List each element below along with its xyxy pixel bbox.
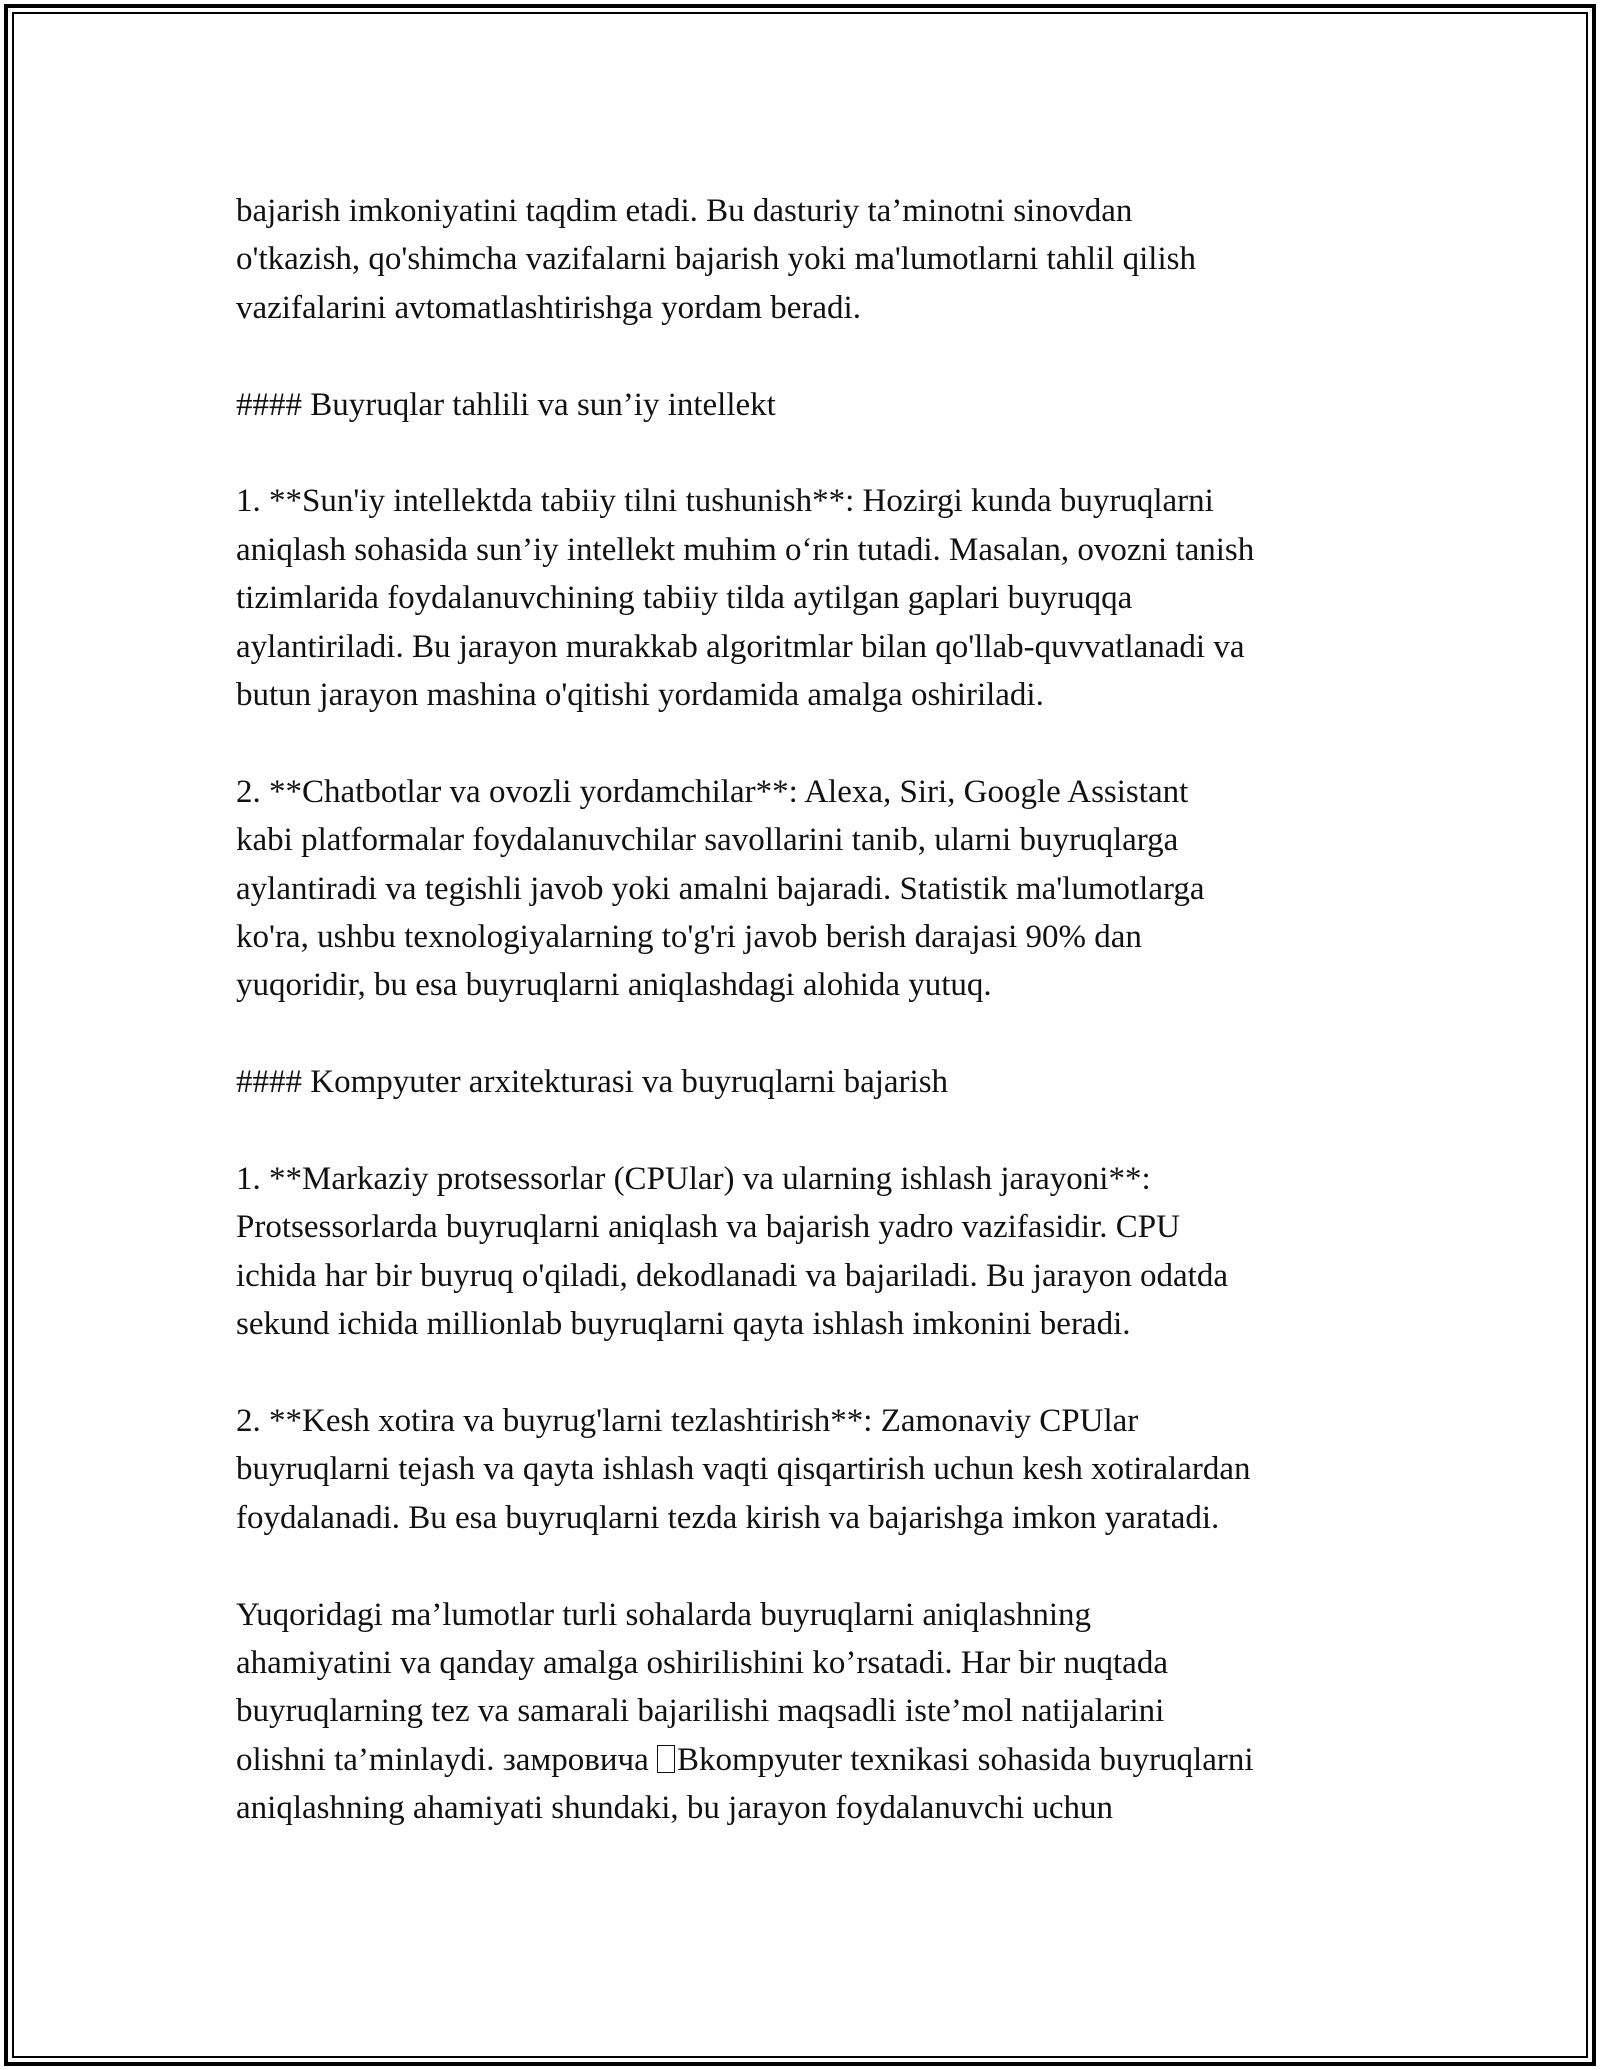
text-line: aniqlashning ahamiyati shundaki, bu jarayon foydalanuvchi uchun bbox=[236, 1790, 1114, 1827]
text-line: aniqlash sohasida sun’iy intellekt muhim o‘rin tutadi. Masalan, ovozni tanish bbox=[236, 531, 1255, 568]
text-line: o'tkazish, qo'shimcha vazifalarni bajarish yoki ma'lumotlarni tahlil qilish bbox=[236, 241, 1196, 278]
text-line: kabi platformalar foydalanuvchilar savollarini tanib, ularni buyruqlarga bbox=[236, 822, 1179, 859]
section-heading: #### Kompyuter arxitekturasi va buyruqlarni bajarish bbox=[236, 1064, 949, 1101]
text-segment: olishni ta’minlaydi. замровича bbox=[236, 1741, 658, 1778]
section-heading: #### Buyruqlar tahlili va sun’iy intellekt bbox=[236, 386, 776, 423]
text-line: buyruqlarni tejash va qayta ishlash vaqti qisqartirish uchun kesh xotiralardan bbox=[236, 1451, 1251, 1488]
text-line: vazifalarini avtomatlashtirishga yordam beradi. bbox=[236, 289, 861, 326]
paragraph-cpu bbox=[236, 1155, 1386, 1349]
missing-glyph-box-icon bbox=[657, 1745, 675, 1773]
text-line: yuqoridir, bu esa buyruqlarni aniqlashdagi alohida yutuq. bbox=[236, 967, 992, 1004]
text-line: Protsessorlarda buyruqlarni aniqlash va bajarish yadro vazifasidir. CPU bbox=[236, 1209, 1180, 1246]
text-line: sekund ichida millionlab buyruqlarni qayta ishlash imkonini beradi. bbox=[236, 1306, 1131, 1343]
paragraph-cache bbox=[236, 1397, 1386, 1542]
heading-computer-architecture bbox=[236, 1058, 1386, 1106]
paragraph-nlu bbox=[236, 477, 1386, 719]
text-line: aylantiriladi. Bu jarayon murakkab algoritmlar bilan qo'llab-quvvatlanadi va bbox=[236, 628, 1245, 665]
text-line-mixed bbox=[236, 1736, 1386, 1784]
paragraph-conclusion bbox=[236, 1591, 1386, 1833]
paragraph-intro bbox=[236, 187, 1386, 332]
text-line: butun jarayon mashina o'qitishi yordamida amalga oshiriladi. bbox=[236, 677, 1044, 714]
text-line: foydalanadi. Bu esa buyruqlarni tezda kirish va bajarishga imkon yaratadi. bbox=[236, 1499, 1220, 1536]
text-line: 2. **Chatbotlar va ovozli yordamchilar**: Alexa, Siri, Google Assistant bbox=[236, 773, 1189, 810]
text-line: Yuqoridagi ma’lumotlar turli sohalarda buyruqlarni aniqlashning bbox=[236, 1596, 1092, 1633]
text-line: ichida har bir buyruq o'qiladi, dekodlanadi va bajariladi. Bu jarayon odatda bbox=[236, 1257, 1228, 1294]
text-line: bajarish imkoniyatini taqdim etadi. Bu dasturiy ta’minotni sinovdan bbox=[236, 193, 1133, 229]
text-line: 1. **Markaziy protsessorlar (CPUlar) va ularning ishlash jarayoni**: bbox=[236, 1161, 1151, 1198]
text-line: aylantiradi va tegishli javob yoki amalni bajaradi. Statistik ma'lumotlarga bbox=[236, 870, 1205, 907]
text-line: 1. **Sun'iy intellektda tabiiy tilni tushunish**: Hozirgi kunda buyruqlarni bbox=[236, 483, 1214, 520]
text-line: 2. **Kesh xotira va buyrug'larni tezlashtirish**: Zamonaviy CPUlar bbox=[236, 1403, 1139, 1440]
document-body bbox=[236, 187, 1386, 1833]
heading-ai-analysis bbox=[236, 381, 1386, 429]
text-line: tizimlarida foydalanuvchining tabiiy tilda aytilgan gaplari buyruqqa bbox=[236, 580, 1133, 617]
text-line: ahamiyatini va qanday amalga oshirilishini ko’rsatadi. Har bir nuqtada bbox=[236, 1645, 1168, 1682]
text-line: ko'ra, ushbu texnologiyalarning to'g'ri javob berish darajasi 90% dan bbox=[236, 919, 1142, 956]
text-line: buyruqlarning tez va samarali bajarilishi maqsadli iste’mol natijalarini bbox=[236, 1693, 1165, 1730]
paragraph-chatbots bbox=[236, 768, 1386, 1010]
text-segment: Вkompyuter texnikasi sohasida buyruqlarni bbox=[677, 1741, 1254, 1778]
